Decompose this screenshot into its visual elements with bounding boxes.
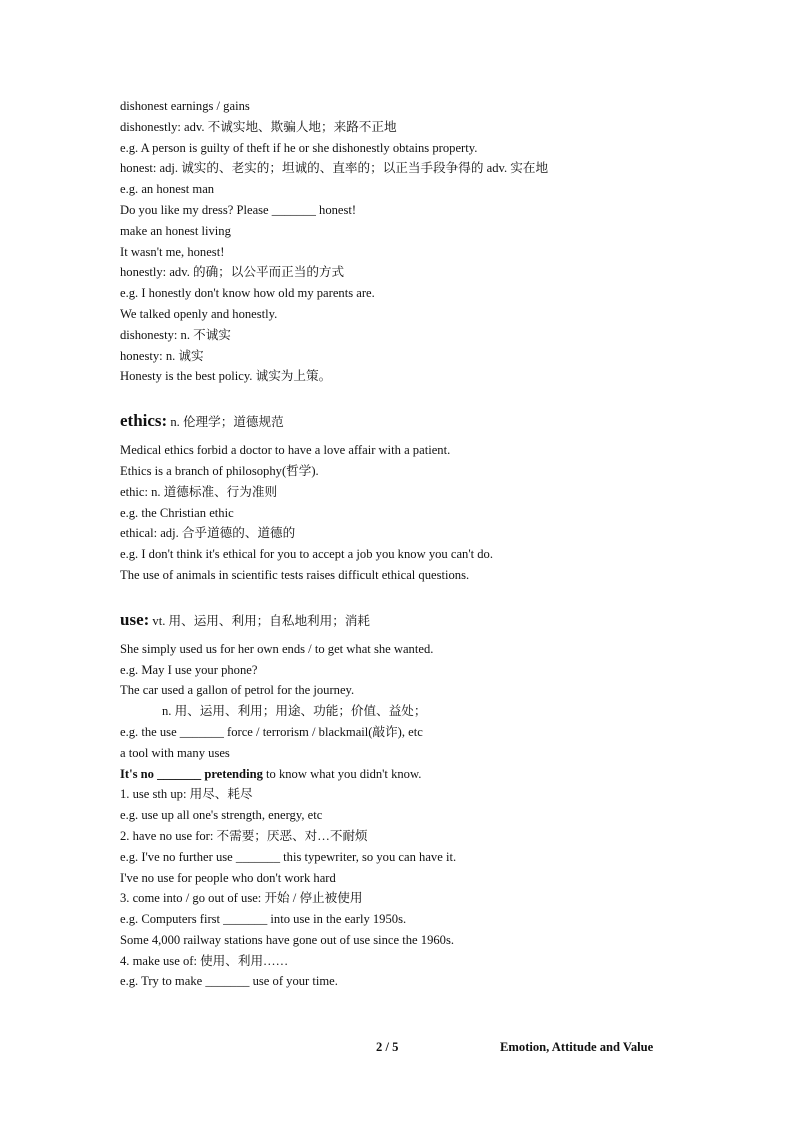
- entry-heading-ethics: [120, 409, 720, 433]
- spacer: [120, 632, 720, 639]
- text-line: e.g. Try to make _______ use of your time.: [120, 974, 338, 989]
- headword-definition: vt. 用、运用、利用；自私地利用；消耗: [149, 613, 371, 628]
- noun-definition-line: n. 用、运用、利用；用途、功能；价值、益处；: [162, 704, 427, 719]
- text-line: dishonest earnings / gains: [120, 99, 250, 113]
- text-line: a tool with many uses: [120, 745, 230, 760]
- spacer: [120, 387, 720, 409]
- text-line: e.g. May I use your phone?: [120, 662, 258, 677]
- text-line: e.g. use up all one's strength, energy, etc: [120, 808, 323, 823]
- phrase-suffix: to know what you didn't know.: [262, 766, 422, 781]
- text-line: dishonestly: adv. 不诚实地、欺骗人地；来路不正地: [120, 119, 397, 134]
- text-line: e.g. an honest man: [120, 182, 215, 197]
- page-number: 2 / 5: [376, 1040, 399, 1054]
- text-line: honesty: n. 诚实: [120, 348, 204, 363]
- footer-title: Emotion, Attitude and Value: [500, 1040, 654, 1054]
- exercise-line: [120, 764, 720, 785]
- text-line: e.g. I honestly don't know how old my parents are.: [120, 286, 375, 301]
- text-line: e.g. I don't think it's ethical for you to accept a job you know you can't do.: [120, 547, 493, 562]
- text-line: make an honest living: [120, 223, 231, 238]
- entry-heading-use: [120, 608, 720, 632]
- text-line: honest: adj. 诚实的、老实的；坦诚的、直率的；以正当手段争得的 adv. 实在地: [120, 161, 549, 176]
- text-line: dishonesty: n. 不诚实: [120, 327, 231, 342]
- text-line: ethic: n. 道德标准、行为准则: [120, 484, 278, 499]
- text-line: Medical ethics forbid a doctor to have a love affair with a patient.: [120, 443, 451, 458]
- text-line: 4. make use of: 使用、利用……: [120, 953, 289, 968]
- headword: ethics:: [120, 411, 168, 431]
- text-line: e.g. the use _______ force / terrorism / blackmail(敲诈), etc: [120, 724, 423, 739]
- text-line: She simply used us for her own ends / to get what she wanted.: [120, 641, 434, 656]
- section-honest: [120, 96, 720, 387]
- spacer: [120, 586, 720, 608]
- headword-definition: n. 伦理学；道德规范: [167, 415, 284, 430]
- text-line: 3. come into / go out of use: 开始 / 停止被使用: [120, 891, 363, 906]
- text-line: e.g. I've no further use _______ this typewriter, so you can have it.: [120, 849, 457, 864]
- page-content: [120, 96, 720, 992]
- section-ethics: [120, 409, 720, 586]
- page-footer: [0, 1040, 794, 1060]
- text-line: honestly: adv. 的确；以公平而正当的方式: [120, 265, 345, 280]
- text-line: We talked openly and honestly.: [120, 306, 278, 321]
- text-line: e.g. A person is guilty of theft if he or she dishonestly obtains property.: [120, 140, 478, 155]
- text-line: Some 4,000 railway stations have gone out of use since the 1960s.: [120, 932, 455, 947]
- text-line: 2. have no use for: 不需要；厌恶、对…不耐烦: [120, 828, 368, 843]
- text-line: 1. use sth up: 用尽、耗尽: [120, 787, 253, 802]
- spacer: [120, 433, 720, 440]
- section-use: [120, 608, 720, 993]
- headword: use:: [120, 609, 150, 629]
- text-line: I've no use for people who don't work hard: [120, 870, 336, 885]
- text-line: Honesty is the best policy. 诚实为上策。: [120, 369, 332, 384]
- text-line: The use of animals in scientific tests raises difficult ethical questions.: [120, 567, 470, 582]
- text-line: e.g. the Christian ethic: [120, 505, 234, 520]
- bold-phrase: It's no _______ pretending: [120, 766, 263, 781]
- text-line: Do you like my dress? Please _______ honest!: [120, 202, 357, 217]
- text-line: Ethics is a branch of philosophy(哲学).: [120, 463, 319, 478]
- text-line: The car used a gallon of petrol for the journey.: [120, 683, 355, 698]
- text-line: It wasn't me, honest!: [120, 244, 225, 259]
- text-line: ethical: adj. 合乎道德的、道德的: [120, 526, 296, 541]
- text-line: e.g. Computers first _______ into use in the early 1950s.: [120, 912, 407, 927]
